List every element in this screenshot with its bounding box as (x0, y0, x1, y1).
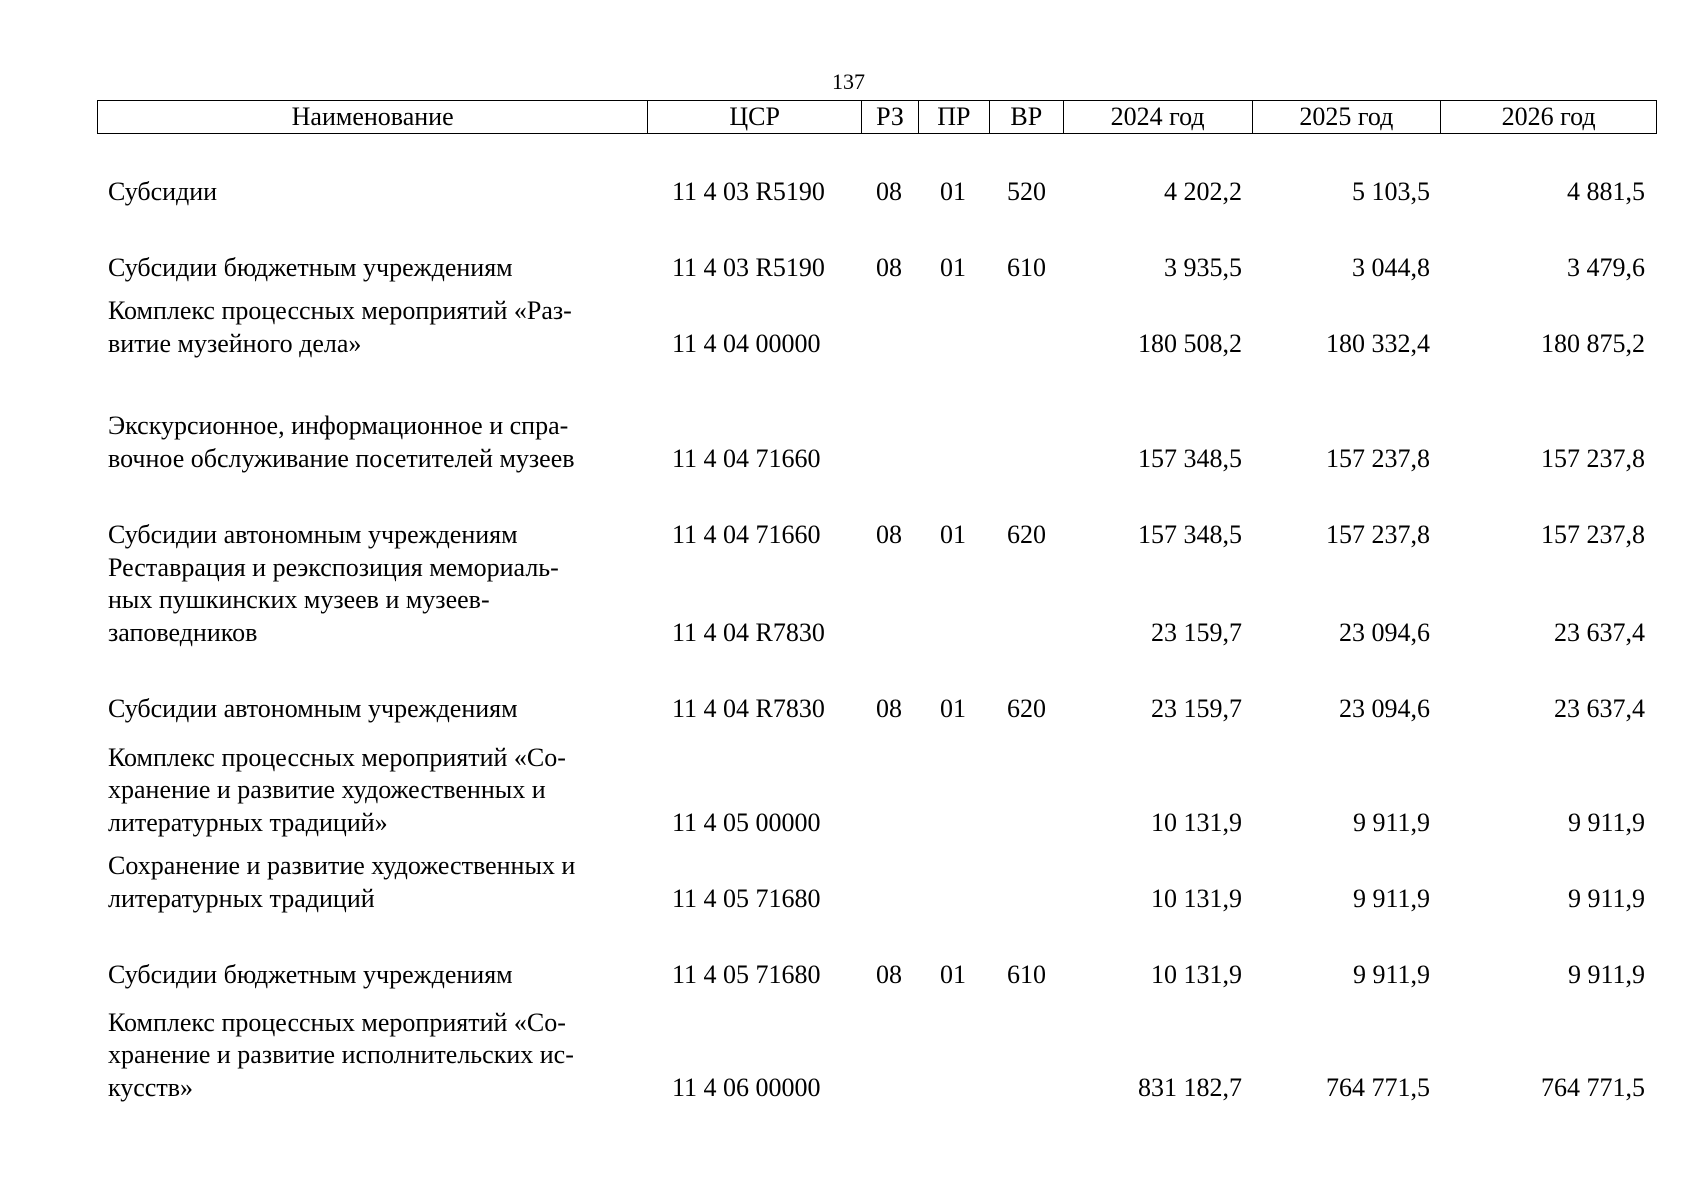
row-rz: 08 (876, 959, 902, 989)
row-2024: 831 182,7 (1138, 1072, 1242, 1102)
row-2026: 9 911,9 (1567, 883, 1645, 913)
row-name-line: ных пушкинских музеев и музеев- (108, 585, 490, 614)
row-name (108, 252, 638, 285)
row-pr: 01 (940, 252, 966, 282)
row-2024: 10 131,9 (1151, 807, 1242, 837)
row-name-line: Субсидии автономным учреждениям (108, 519, 518, 549)
row-2024: 10 131,9 (1151, 883, 1242, 913)
table-row (97, 742, 1657, 840)
row-2025: 157 237,8 (1326, 519, 1430, 549)
table-header (97, 100, 1657, 134)
row-rz: 08 (876, 176, 902, 206)
row-pr: 01 (940, 959, 966, 989)
row-2025: 5 103,5 (1352, 176, 1430, 206)
row-2026: 764 771,5 (1541, 1072, 1645, 1102)
page-number: 137 (832, 69, 865, 94)
row-name-line: Комплекс процессных мероприятий «Раз- (108, 296, 572, 325)
row-name-line: Комплекс процессных мероприятий «Со- (108, 1007, 566, 1037)
row-pr: 01 (940, 519, 966, 549)
row-2024: 10 131,9 (1151, 959, 1242, 989)
row-name (108, 1007, 638, 1105)
row-csr: 11 4 06 00000 (672, 1072, 821, 1102)
row-2026: 180 875,2 (1541, 328, 1645, 358)
row-2025: 9 911,9 (1352, 883, 1430, 913)
row-csr: 11 4 04 00000 (672, 328, 821, 358)
header-pr: ПР (919, 101, 990, 133)
row-2026: 9 911,9 (1567, 807, 1645, 837)
row-csr: 11 4 04 R7830 (672, 693, 825, 723)
row-2026: 157 237,8 (1541, 519, 1645, 549)
row-name-line: Субсидии автономным учреждениям (108, 693, 518, 723)
table-row (97, 410, 1657, 475)
row-name (108, 693, 638, 726)
header-vr: ВР (990, 101, 1064, 133)
header-2024: 2024 год (1064, 101, 1253, 133)
row-2024: 3 935,5 (1164, 252, 1242, 282)
row-pr: 01 (940, 693, 966, 723)
row-2025: 180 332,4 (1326, 328, 1430, 358)
row-2025: 764 771,5 (1326, 1072, 1430, 1102)
row-name-line: литературных традиций (108, 883, 375, 913)
row-vr: 610 (1007, 959, 1046, 989)
row-2025: 23 094,6 (1339, 693, 1430, 723)
row-2026: 9 911,9 (1567, 959, 1645, 989)
row-pr: 01 (940, 176, 966, 206)
row-2025: 9 911,9 (1352, 807, 1430, 837)
row-csr: 11 4 05 00000 (672, 807, 821, 837)
row-csr: 11 4 04 71660 (672, 519, 821, 549)
row-2024: 157 348,5 (1138, 519, 1242, 549)
table-row (97, 1007, 1657, 1105)
row-name (108, 552, 638, 650)
row-2026: 23 637,4 (1554, 617, 1645, 647)
header-rz: РЗ (862, 101, 919, 133)
row-rz: 08 (876, 519, 902, 549)
row-2024: 23 159,7 (1151, 693, 1242, 723)
table-row (97, 693, 1657, 726)
row-name (108, 176, 638, 209)
row-2025: 3 044,8 (1352, 252, 1430, 282)
row-name (108, 410, 638, 475)
row-vr: 620 (1007, 519, 1046, 549)
row-name (108, 295, 638, 360)
row-csr: 11 4 05 71680 (672, 883, 821, 913)
row-name-line: Субсидии бюджетным учреждениям (108, 252, 513, 282)
row-name-line: Субсидии (108, 176, 218, 206)
row-2025: 9 911,9 (1352, 959, 1430, 989)
row-2026: 4 881,5 (1567, 176, 1645, 206)
table-row (97, 176, 1657, 209)
table-row (97, 850, 1657, 915)
row-2024: 23 159,7 (1151, 617, 1242, 647)
row-name (108, 850, 638, 915)
row-name-line: Комплекс процессных мероприятий «Со- (108, 742, 566, 772)
row-name (108, 959, 638, 992)
row-csr: 11 4 03 R5190 (672, 176, 825, 206)
row-name-line: Реставрация и реэкспозиция мемориаль- (108, 552, 559, 582)
row-csr: 11 4 03 R5190 (672, 252, 825, 282)
row-csr: 11 4 05 71680 (672, 959, 821, 989)
row-name-line: хранение и развитие художественных и (108, 775, 546, 804)
row-rz: 08 (876, 693, 902, 723)
header-2026: 2026 год (1501, 102, 1596, 131)
table-row (97, 959, 1657, 992)
row-2024: 4 202,2 (1164, 176, 1242, 206)
table-row (97, 552, 1657, 650)
header-2025: 2025 год (1253, 101, 1442, 133)
row-vr: 610 (1007, 252, 1046, 282)
row-2026: 157 237,8 (1541, 443, 1645, 473)
row-csr: 11 4 04 R7830 (672, 617, 825, 647)
row-name-line: хранение и развитие исполнительских ис- (108, 1040, 574, 1069)
row-name (108, 519, 638, 552)
row-2026: 23 637,4 (1554, 693, 1645, 723)
row-csr: 11 4 04 71660 (672, 443, 821, 473)
row-name-line: Экскурсионное, информационное и спра- (108, 411, 569, 440)
row-2025: 23 094,6 (1339, 617, 1430, 647)
row-2024: 180 508,2 (1138, 328, 1242, 358)
row-name-line: кусств» (108, 1072, 193, 1102)
row-name-line: витие музейного дела» (108, 328, 362, 358)
table-row (97, 519, 1657, 552)
row-name-line: Сохранение и развитие художественных и (108, 851, 576, 880)
row-2024: 157 348,5 (1138, 443, 1242, 473)
row-vr: 620 (1007, 693, 1046, 723)
row-name-line: Субсидии бюджетным учреждениям (108, 959, 513, 989)
table-row (97, 252, 1657, 285)
row-2026: 3 479,6 (1567, 252, 1645, 282)
row-rz: 08 (876, 252, 902, 282)
row-name (108, 742, 638, 840)
header-name: Наименование (98, 101, 648, 133)
header-csr: ЦСР (648, 101, 862, 133)
row-name-line: заповедников (108, 617, 258, 647)
table-row (97, 295, 1657, 360)
row-2025: 157 237,8 (1326, 443, 1430, 473)
row-name-line: вочное обслуживание посетителей музеев (108, 443, 575, 473)
row-vr: 520 (1007, 176, 1046, 206)
row-name-line: литературных традиций» (108, 807, 388, 837)
